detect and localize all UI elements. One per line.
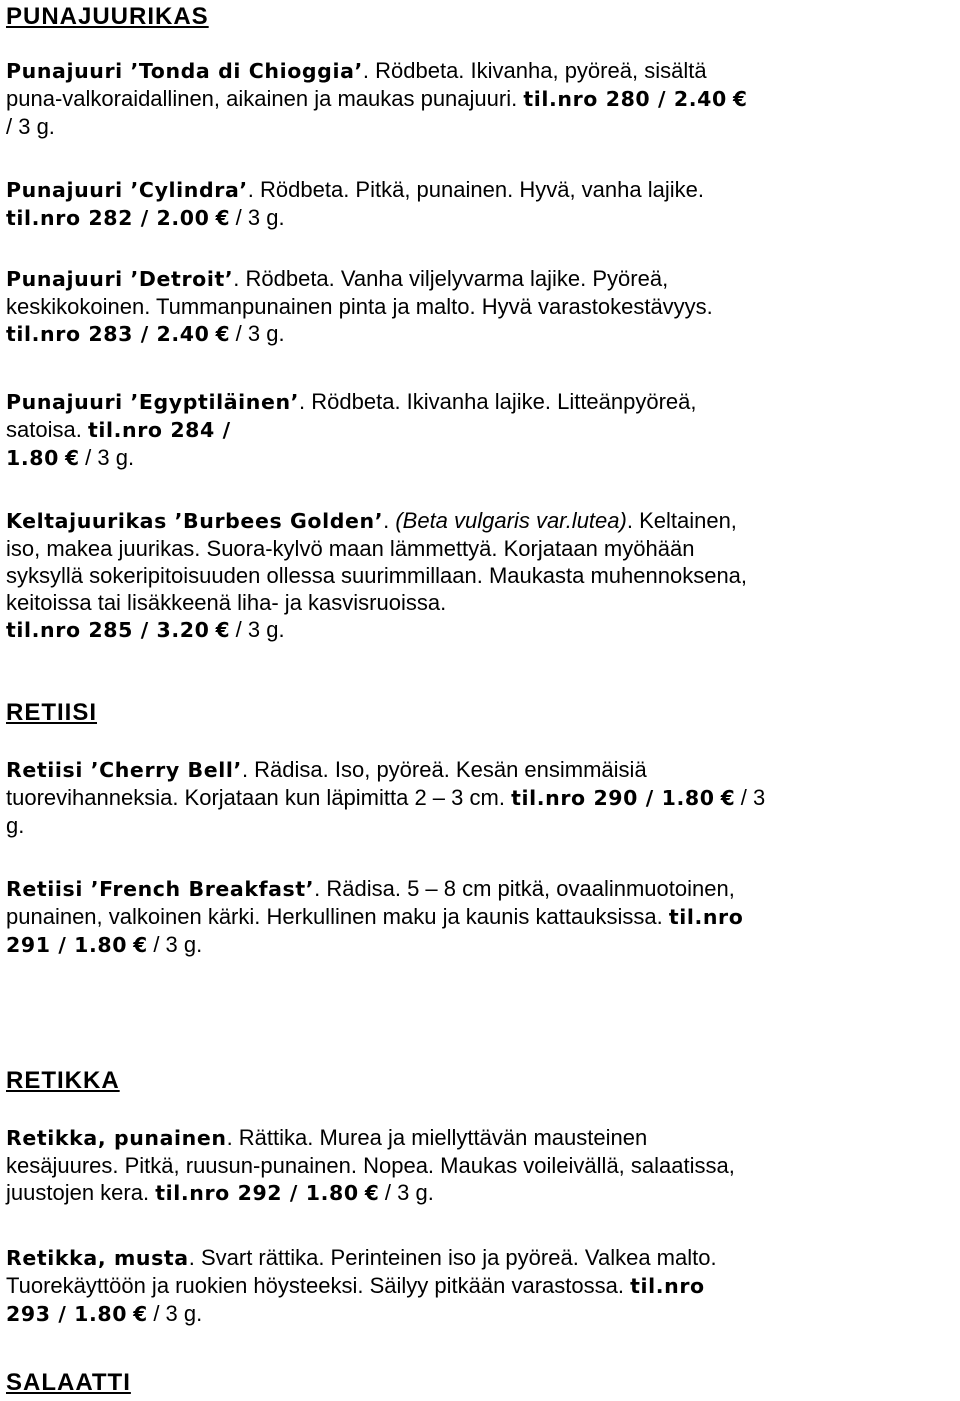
order-code: til.nro 280 / 2.40 — [523, 87, 727, 111]
entry-detroit: Punajuuri ’Detroit’. Rödbeta. Vanha viljelyvarma lajike. Pyöreä, keskikokoinen. Tummanpunainen pinta ja malto. Hyvä varastokestävyys. til.nro 283 / 2.40 € / 3 g. — [6, 266, 713, 346]
order-price: 291 / 1.80 — [6, 933, 128, 957]
unit: / 3 g. — [153, 932, 203, 957]
order-code: til.nro 292 / 1.80 — [155, 1181, 359, 1205]
variety-name: Punajuuri ’Tonda di Chioggia’ — [6, 59, 363, 83]
section-heading-punajuurikas: PUNAJUURIKAS — [6, 3, 209, 30]
euro-sign: € — [732, 87, 747, 111]
euro-sign: € — [133, 933, 148, 957]
variety-name: Retikka, musta — [6, 1246, 189, 1270]
entry-cherry-bell: Retiisi ’Cherry Bell’. Rädisa. Iso, pyöreä. Kesän ensimmäisiä tuorevihanneksia. Korjataan kun läpimitta 2 – 3 cm. til.nro 290 / 1.80 € / 3 g. — [6, 757, 766, 838]
unit: / 3 g. — [153, 1301, 203, 1326]
unit: / 3 g. — [85, 445, 135, 470]
entry-tonda-di-chioggia: Punajuuri ’Tonda di Chioggia’. Rödbeta. Ikivanha, pyöreä, sisältä puna-valkoraidallinen, aikainen ja maukas punajuuri. til.nro 280 / 2.40 € / 3 g. — [6, 58, 747, 139]
order-code: til.nro 282 / 2.00 — [6, 206, 210, 230]
entry-french-breakfast: Retiisi ’French Breakfast’. Rädisa. 5 – 8 cm pitkä, ovaalinmuotoinen, punainen, valkoinen kärki. Herkullinen maku ja kaunis kattauksissa. til.nro 291 / 1.80 € / 3 g. — [6, 876, 744, 957]
entry-retikka-musta: Retikka, musta. Svart rättika. Perinteinen iso ja pyöreä. Valkea malto. Tuorekäyttöön ja ruokien höysteeksi. Säilyy pitkään varastossa. til.nro 293 / 1.80 € / 3 g. — [6, 1245, 717, 1326]
euro-sign: € — [215, 322, 230, 346]
order-price: 293 / 1.80 — [6, 1302, 128, 1326]
variety-name: Retiisi ’French Breakfast’ — [6, 877, 315, 901]
section-heading-salaatti: SALAATTI — [6, 1369, 131, 1396]
entry-burbees-golden: Keltajuurikas ’Burbees Golden’. (Beta vulgaris var.lutea). Keltainen, iso, makea juurikas. Suora-kylvö maan lämmettyä. Korjataan myöhään syksyllä sokeripitoisuuden ollessa suurimmillaan. Maukasta muhennoksena, keitoissa tai lisäkkeenä liha- ja kasvisruoissa. til.nro 285 / 3.20 € / 3 g. — [6, 508, 748, 642]
variety-name: Keltajuurikas ’Burbees Golden’ — [6, 509, 384, 533]
variety-name: Punajuuri ’Detroit’ — [6, 267, 234, 291]
variety-name: Punajuuri ’Cylindra’ — [6, 178, 248, 202]
unit: / 3 g. — [6, 114, 55, 139]
order-code: til.nro — [630, 1274, 705, 1298]
variety-name: Retikka, punainen — [6, 1126, 227, 1150]
section-heading-retikka: RETIKKA — [6, 1067, 120, 1094]
order-code: til.nro 283 / 2.40 — [6, 322, 210, 346]
order-code: til.nro 285 / 3.20 — [6, 618, 210, 642]
euro-sign: € — [133, 1302, 148, 1326]
euro-sign: € — [65, 446, 80, 470]
euro-sign: € — [215, 618, 230, 642]
section-heading-retiisi: RETIISI — [6, 699, 98, 726]
unit: / 3 g. — [235, 617, 285, 642]
unit: / 3 g. — [384, 1180, 434, 1205]
order-price: 1.80 — [6, 446, 59, 470]
unit-continued: g. — [6, 813, 25, 838]
euro-sign: € — [364, 1181, 379, 1205]
entry-egyptilainen: Punajuuri ’Egyptiläinen’. Rödbeta. Ikivanha lajike. Litteänpyöreä, satoisa. til.nro 284 / 1.80 € / 3 g. — [6, 389, 697, 470]
entry-cylindra: Punajuuri ’Cylindra’. Rödbeta. Pitkä, punainen. Hyvä, vanha lajike. til.nro 282 / 2.00 € / 3 g. — [6, 177, 704, 230]
euro-sign: € — [720, 786, 735, 810]
variety-name: Punajuuri ’Egyptiläinen’ — [6, 390, 300, 414]
order-code: til.nro — [668, 905, 744, 929]
latin-name: (Beta vulgaris var.lutea) — [395, 508, 627, 533]
euro-sign: € — [215, 206, 230, 230]
order-code: til.nro 284 / — [87, 418, 231, 442]
unit: / 3 g. — [235, 321, 285, 346]
unit: / 3 — [740, 785, 766, 810]
entry-retikka-punainen: Retikka, punainen. Rättika. Murea ja miellyttävän mausteinen kesäjuures. Pitkä, ruusun-punainen. Nopea. Maukas voileivällä, salaatissa, juustojen kera. til.nro 292 / 1.80 € / 3 g. — [6, 1125, 735, 1205]
variety-name: Retiisi ’Cherry Bell’ — [6, 758, 242, 782]
unit: / 3 g. — [235, 205, 285, 230]
order-code: til.nro 290 / 1.80 — [511, 786, 715, 810]
